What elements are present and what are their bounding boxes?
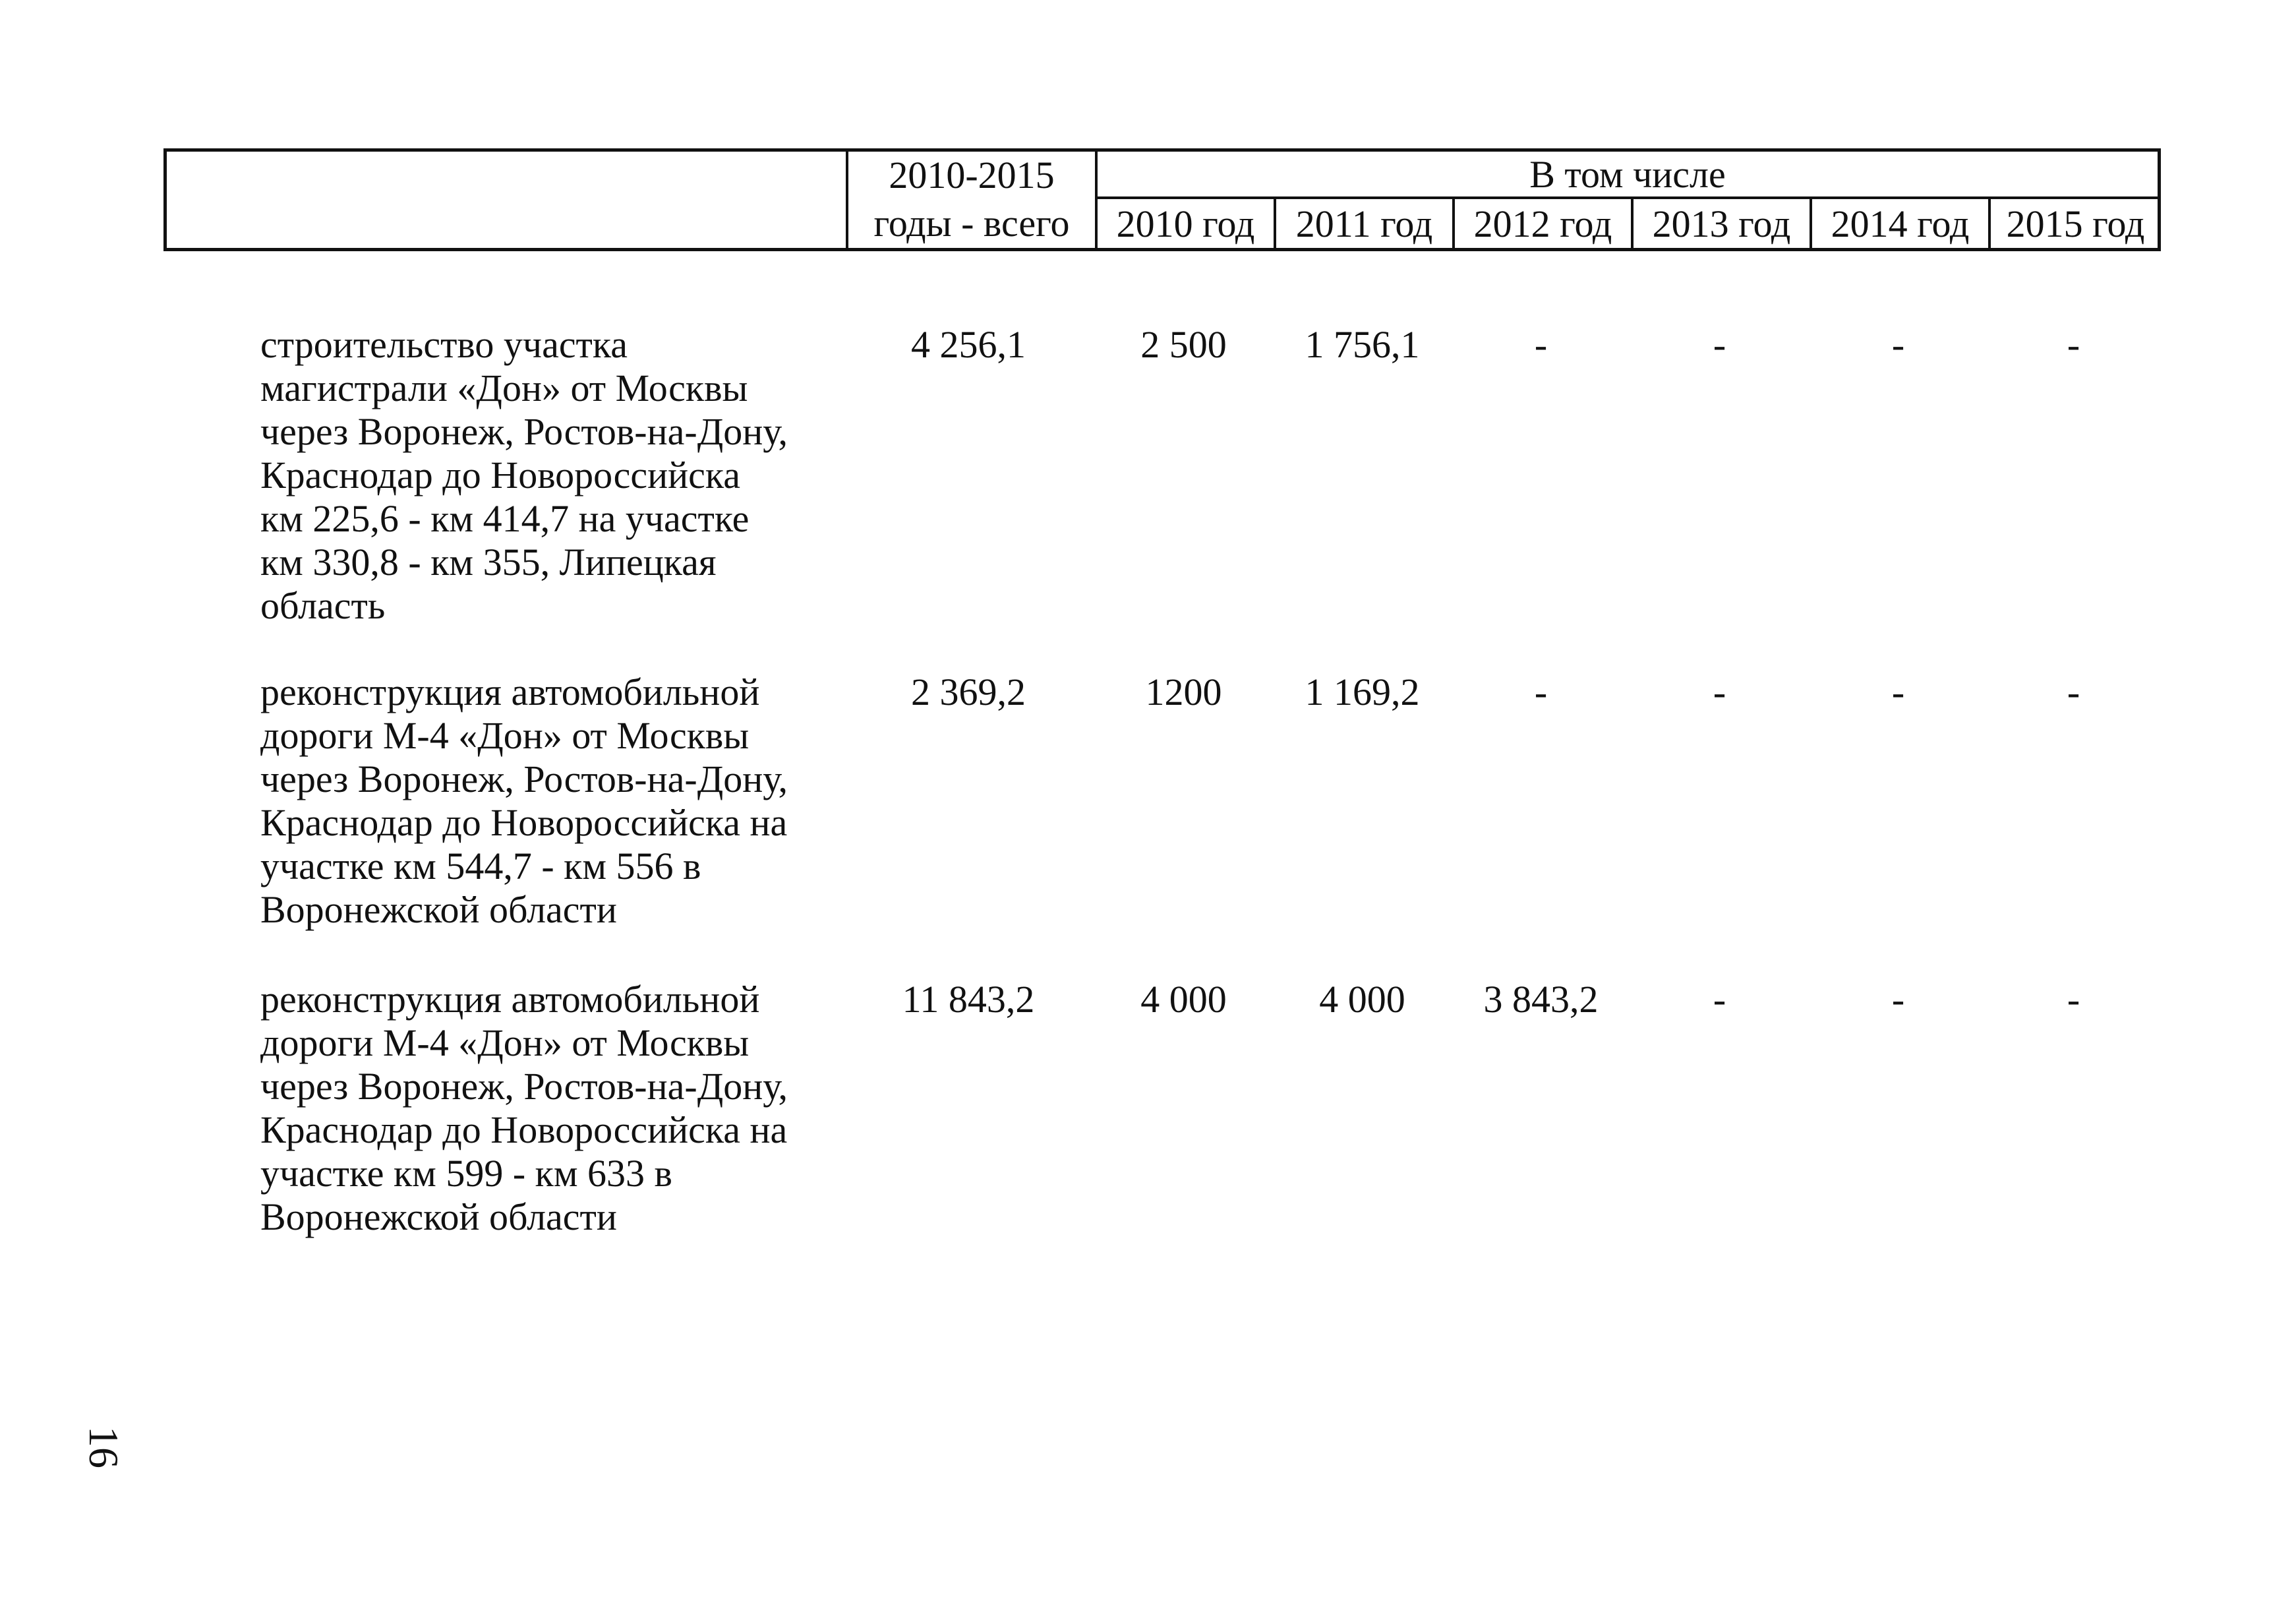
value-2015: - [2067,323,2080,366]
value-2013: - [1713,978,1726,1021]
value-2014: - [1891,671,1905,713]
description-line: область [260,584,386,627]
description-line: Краснодар до Новороссийска на [260,1108,788,1151]
group-header: В том числе [1529,152,1726,196]
year-header-2013: 2013 год [1652,202,1791,245]
value-2012: - [1534,323,1548,366]
value-2010: 2 500 [1140,323,1227,366]
year-header-2012: 2012 год [1473,202,1612,245]
row-description [260,323,821,628]
description-line: через Воронеж, Ростов-на-Дону, [260,758,788,800]
row-total: 11 843,2 [902,978,1035,1021]
year-header-2011: 2011 год [1295,202,1433,245]
value-2014: - [1891,323,1905,366]
description-line: Краснодар до Новороссийска [260,454,740,496]
value-2014: - [1891,978,1905,1021]
description-line: реконструкция автомобильной [260,671,760,713]
description-line: участке км 544,7 - км 556 в [260,845,701,887]
description-line: дороги М-4 «Дон» от Москвы [260,1021,750,1064]
table-header [163,148,2161,251]
value-2010: 1200 [1145,671,1222,713]
description-line: реконструкция автомобильной [260,978,760,1021]
year-header-2010: 2010 год [1116,202,1255,245]
description-line: участке км 599 - км 633 в [260,1152,672,1195]
value-2012: - [1534,671,1548,713]
row-description [260,978,821,1239]
description-line: км 330,8 - км 355, Липецкая [260,541,717,584]
year-header-2015: 2015 год [2006,202,2145,245]
value-2013: - [1713,671,1726,713]
description-line: строительство участка [260,323,628,366]
row-description [260,671,821,932]
value-2013: - [1713,323,1726,366]
row-total: 4 256,1 [911,323,1026,366]
row-total: 2 369,2 [911,671,1026,713]
total-header-line2: годы - всего [873,201,1070,245]
description-line: Воронежской области [260,888,617,931]
description-line: км 225,6 - км 414,7 на участке [260,497,750,540]
page-number: 16 [80,1426,127,1468]
value-2015: - [2067,671,2080,713]
description-line: через Воронеж, Ростов-на-Дону, [260,410,788,453]
value-2011: 4 000 [1319,978,1405,1021]
description-line: дороги М-4 «Дон» от Москвы [260,714,750,757]
description-line: Воронежской области [260,1195,617,1238]
description-line: магистрали «Дон» от Москвы [260,367,748,409]
value-2015: - [2067,978,2080,1021]
total-header-line1: 2010-2015 [889,153,1055,196]
value-2012: 3 843,2 [1483,978,1599,1021]
value-2011: 1 756,1 [1305,323,1420,366]
description-line: Краснодар до Новороссийска на [260,801,788,844]
value-2010: 4 000 [1140,978,1227,1021]
description-line: через Воронеж, Ростов-на-Дону, [260,1065,788,1108]
value-2011: 1 169,2 [1305,671,1420,713]
year-header-2014: 2014 год [1831,202,1970,245]
